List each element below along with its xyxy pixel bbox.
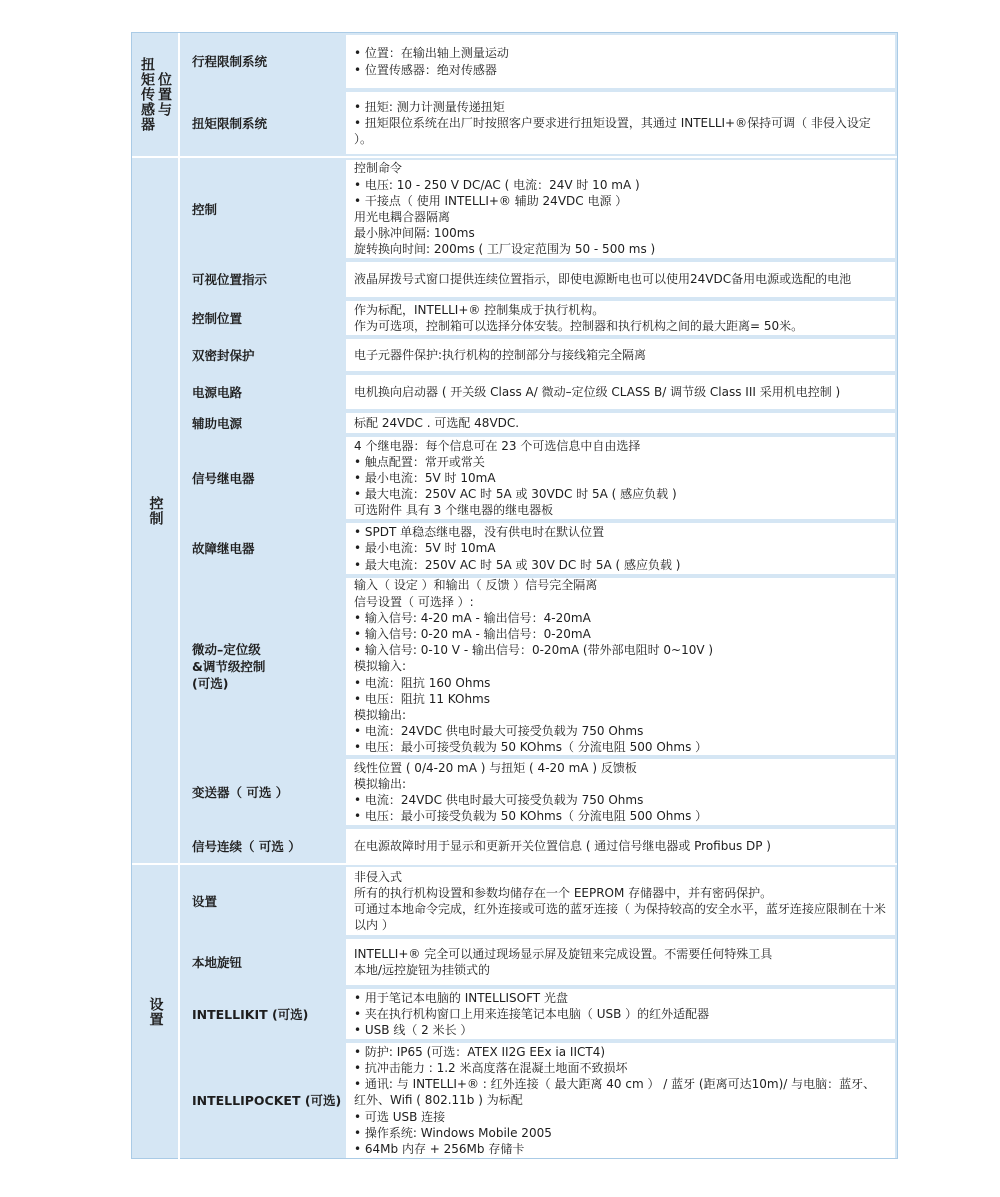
value-line: • 64Mb 内存 + 256Mb 存储卡 <box>354 1142 525 1157</box>
section-title-text: 设置 <box>147 996 164 1027</box>
row-label: 辅助电源 <box>178 411 346 435</box>
value-line: • 电压：最小可接受负载为 50 KOhms（ 分流电阻 500 Ohms ） <box>354 740 708 755</box>
row-label: 微动–定位级 &调节级控制 (可选) <box>178 576 346 757</box>
value-line: 作为可选项，控制箱可以选择分体安装。控制器和执行机构之间的最大距离= 50米。 <box>354 319 804 333</box>
value-line: 最小脉冲间隔: 100ms <box>354 226 475 241</box>
table-row <box>178 33 897 90</box>
table-row <box>178 576 897 757</box>
row-label: 设置 <box>178 865 346 937</box>
row-label: 变送器（ 可选 ） <box>178 757 346 827</box>
value-line: • 位置：在输出轴上测量运动 <box>354 46 509 61</box>
row-value <box>346 867 895 935</box>
row-label: 控制位置 <box>178 299 346 337</box>
value-line: • 电流：24VDC 供电时最大可接受负载为 750 Ohms <box>354 724 644 739</box>
value-line: • 夹在执行机构窗口上用来连接笔记本电脑（ USB ）的红外适配器 <box>354 1006 710 1021</box>
row-label: 故障继电器 <box>178 521 346 576</box>
value-line: • 位置传感器：绝对传感器 <box>354 62 497 77</box>
section-sensors <box>132 33 897 156</box>
value-line: • 用于笔记本电脑的 INTELLISOFT 光盘 <box>354 990 568 1005</box>
table-row <box>178 373 897 411</box>
row-label: 可视位置指示 <box>178 260 346 299</box>
value-line: • 干接点（ 使用 INTELLI+® 辅助 24VDC 电源 ） <box>354 193 628 208</box>
value-line: • 电压：阻抗 11 KOhms <box>354 691 490 706</box>
value-line: • 电压: 10 - 250 V DC/AC ( 电流：24V 时 10 mA ) <box>354 177 640 192</box>
table-row <box>178 827 897 865</box>
row-value <box>346 523 895 574</box>
table-row <box>178 299 897 337</box>
value-line: • 扭矩限位系统在出厂时按照客户要求进行扭矩设置，其通过 INTELLI+®保持可调（ 非侵入设定 ）。 <box>354 115 871 147</box>
value-line: • 扭矩: 测力计测量传递扭矩 <box>354 99 505 114</box>
value-line: • 电流：24VDC 供电时最大可接受负载为 750 Ohms <box>354 793 644 807</box>
value-line: 电机换向启动器 ( 开关级 Class A/ 微动–定位级 CLASS B/ 调节级 Class III 采用机电控制 ) <box>354 384 841 399</box>
value-line: • 通讯: 与 INTELLI+® : 红外连接（ 最大距离 40 cm ） / 蓝牙 (距离可达10m)/ 与电脑：蓝牙、红外、Wifi ( 802.11b ) 为标配 <box>354 1077 876 1108</box>
value-line: 非侵入式 <box>354 869 403 884</box>
value-line: 可通过本地命令完成，红外连接或可选的蓝牙连接（ 为保持较高的安全水平，蓝牙连接应限制在十米以内 ） <box>354 902 886 933</box>
section-title-text: 控制 <box>147 495 164 526</box>
value-line: 输入（ 设定 ）和输出（ 反馈 ）信号完全隔离 <box>354 578 598 593</box>
table-row <box>178 337 897 373</box>
value-line: 本地/远控旋钮为挂锁式的 <box>354 963 491 977</box>
value-line: • SPDT 单稳态继电器，没有供电时在默认位置 <box>354 525 605 540</box>
value-line: 用光电耦合器隔离 <box>354 210 451 224</box>
row-value <box>346 262 895 297</box>
value-line: • USB 线（ 2 米长 ） <box>354 1023 473 1038</box>
section-title <box>132 865 178 1158</box>
table-row <box>178 757 897 827</box>
value-line: • 防护: IP65 (可选：ATEX II2G EEx ia IICT4) <box>354 1044 606 1059</box>
value-line: • 输入信号: 4-20 mA - 输出信号：4-20mA <box>354 610 591 625</box>
row-value <box>346 939 895 985</box>
value-line: 可选附件 具有 3 个继电器的继电器板 <box>354 503 554 518</box>
value-line: 在电源故障时用于显示和更新开关位置信息 ( 通过信号继电器或 Profibus DP ) <box>354 838 771 853</box>
value-line: • 抗冲击能力 : 1.2 米高度落在混凝土地面不致损坏 <box>354 1061 628 1075</box>
value-line: 模拟输出: <box>354 708 407 723</box>
table-row <box>178 937 897 987</box>
value-line: 旋转换向时间: 200ms ( 工厂设定范围为 50 - 500 ms ) <box>354 242 656 257</box>
row-label: 信号连续（ 可选 ） <box>178 827 346 865</box>
row-value <box>346 92 895 154</box>
value-line: • 输入信号: 0-10 V - 输出信号：0-20mA (带外部电阻时 0~10V ) <box>354 643 714 658</box>
table-row <box>178 435 897 521</box>
row-value <box>346 759 895 825</box>
value-line: 模拟输入: <box>354 659 407 674</box>
table-row <box>178 521 897 576</box>
row-value <box>346 578 895 755</box>
value-line: INTELLI+® 完全可以通过现场显示屏及旋钮来完成设置。不需要任何特殊工具 <box>354 946 773 961</box>
value-line: • 最大电流：250V AC 时 5A 或 30V DC 时 5A ( 感应负载 ) <box>354 557 681 572</box>
row-label: 控制 <box>178 158 346 260</box>
value-line: • 电压：最小可接受负载为 50 KOhms（ 分流电阻 500 Ohms ） <box>354 809 708 824</box>
value-line: • 最小电流：5V 时 10mA <box>354 470 496 485</box>
value-line: • 电流：阻抗 160 Ohms <box>354 675 491 690</box>
row-value <box>346 437 895 519</box>
section-title <box>132 33 178 156</box>
row-value <box>346 413 895 433</box>
table-row <box>178 260 897 299</box>
row-label: 本地旋钮 <box>178 937 346 987</box>
row-label: 信号继电器 <box>178 435 346 521</box>
value-line: • 最大电流：250V AC 时 5A 或 30VDC 时 5A ( 感应负载 ) <box>354 487 677 502</box>
spec-table <box>131 32 898 1159</box>
section-control <box>132 156 897 863</box>
row-label: 扭矩限制系统 <box>178 90 346 156</box>
row-value <box>346 375 895 409</box>
row-value <box>346 829 895 863</box>
value-line: 标配 24VDC . 可选配 48VDC. <box>354 415 520 430</box>
table-row <box>178 411 897 435</box>
value-line: 电子元器件保护:执行机构的控制部分与接线箱完全隔离 <box>354 347 647 362</box>
value-line: • 触点配置：常开或常关 <box>354 454 485 469</box>
value-line: 线性位置 ( 0/4-20 mA ) 与扭矩 ( 4-20 mA ) 反馈板 <box>354 760 637 775</box>
row-value <box>346 1043 895 1158</box>
table-row <box>178 158 897 260</box>
table-row <box>178 1041 897 1160</box>
value-line: 作为标配，INTELLI+® 控制集成于执行机构。 <box>354 302 605 317</box>
value-line: 4 个继电器：每个信息可在 23 个可选信息中自由选择 <box>354 438 641 453</box>
value-line: 液晶屏拨号式窗口提供连续位置指示，即使电源断电也可以使用24VDC备用电源或选配的电池 <box>354 272 852 287</box>
value-line: 控制命令 <box>354 161 403 176</box>
row-value <box>346 989 895 1039</box>
row-label: INTELLIPOCKET (可选) <box>178 1041 346 1160</box>
value-line: • 输入信号: 0-20 mA - 输出信号：0-20mA <box>354 627 591 641</box>
value-line: • 最小电流：5V 时 10mA <box>354 541 496 556</box>
section-title <box>132 158 178 863</box>
value-line: • 操作系统: Windows Mobile 2005 <box>354 1125 552 1140</box>
row-value <box>346 160 895 258</box>
table-row <box>178 90 897 156</box>
section-settings <box>132 863 897 1158</box>
row-value <box>346 339 895 371</box>
value-line: 信号设置（ 可选择 ）: <box>354 594 474 609</box>
table-row <box>178 987 897 1041</box>
row-value <box>346 35 895 88</box>
value-line: 所有的执行机构设置和参数均储存在一个 EEPROM 存储器中，并有密码保护。 <box>354 885 773 900</box>
value-line: • 可选 USB 连接 <box>354 1109 446 1124</box>
row-label: 双密封保护 <box>178 337 346 373</box>
table-row <box>178 865 897 937</box>
section-title-text: 位置与 扭矩传感器 <box>139 57 172 132</box>
row-value <box>346 301 895 335</box>
row-label: 行程限制系统 <box>178 33 346 90</box>
row-label: 电源电路 <box>178 373 346 411</box>
row-label: INTELLIKIT (可选) <box>178 987 346 1041</box>
value-line: 模拟输出: <box>354 776 407 791</box>
